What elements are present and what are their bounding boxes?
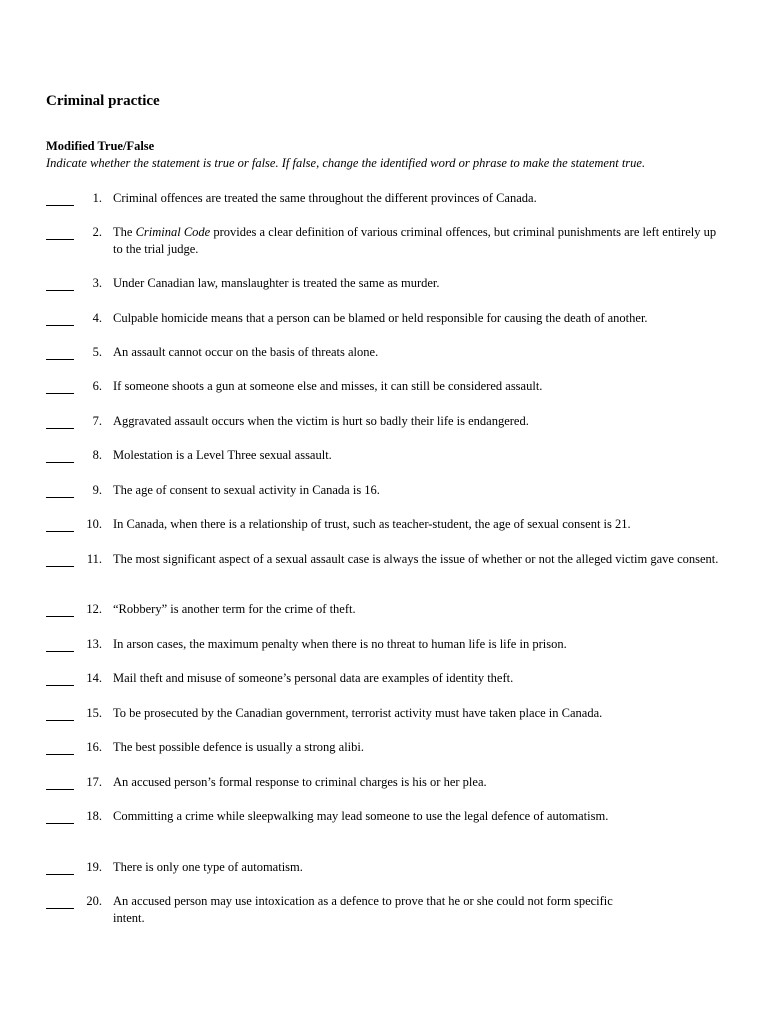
question-number: 1. bbox=[92, 191, 102, 205]
question-text: If someone shoots a gun at someone else and misses, it can still be considered assault. bbox=[113, 379, 543, 393]
section-title: Modified True/False bbox=[46, 139, 155, 153]
question-text: In arson cases, the maximum penalty when there is no threat to human life is life in prison. bbox=[113, 637, 567, 651]
answer-blank[interactable] bbox=[46, 413, 74, 429]
question-number: 13. bbox=[86, 637, 102, 651]
question-number: 5. bbox=[92, 345, 102, 359]
question-number: 20. bbox=[86, 894, 102, 908]
answer-blank[interactable] bbox=[46, 378, 74, 394]
question-text: Under Canadian law, manslaughter is treated the same as murder. bbox=[113, 276, 440, 290]
question-text: An assault cannot occur on the basis of threats alone. bbox=[113, 345, 379, 359]
question-text: The most significant aspect of a sexual assault case is always the issue of whether or not the alleged victim gave consent. bbox=[113, 552, 719, 566]
question-number: 9. bbox=[92, 483, 102, 497]
question-text-before: The bbox=[113, 225, 136, 239]
question-text: Molestation is a Level Three sexual assault. bbox=[113, 448, 332, 462]
question-number: 3. bbox=[92, 276, 102, 290]
question-text: Criminal offences are treated the same throughout the different provinces of Canada. bbox=[113, 191, 537, 205]
question-text: An accused person’s formal response to criminal charges is his or her plea. bbox=[113, 775, 487, 789]
question-number: 7. bbox=[92, 414, 102, 428]
answer-blank[interactable] bbox=[46, 893, 74, 909]
document-title: Criminal practice bbox=[46, 93, 160, 109]
question-text: To be prosecuted by the Canadian government, terrorist activity must have taken place in Canada. bbox=[113, 706, 603, 720]
question-text: There is only one type of automatism. bbox=[113, 860, 303, 874]
question-text: Culpable homicide means that a person can be blamed or held responsible for causing the death of another. bbox=[113, 311, 648, 325]
question-text bbox=[113, 224, 725, 257]
answer-blank[interactable] bbox=[46, 774, 74, 790]
question-number: 4. bbox=[92, 311, 102, 325]
question-text: The age of consent to sexual activity in Canada is 16. bbox=[113, 483, 380, 497]
answer-blank[interactable] bbox=[46, 482, 74, 498]
question-number: 15. bbox=[86, 706, 102, 720]
answer-blank[interactable] bbox=[46, 310, 74, 326]
question-number: 8. bbox=[92, 448, 102, 462]
answer-blank[interactable] bbox=[46, 275, 74, 291]
answer-blank[interactable] bbox=[46, 808, 74, 824]
answer-blank[interactable] bbox=[46, 224, 74, 240]
answer-blank[interactable] bbox=[46, 859, 74, 875]
question-number: 16. bbox=[86, 740, 102, 754]
question-number: 2. bbox=[92, 225, 102, 239]
question-number: 12. bbox=[86, 602, 102, 616]
answer-blank[interactable] bbox=[46, 705, 74, 721]
answer-blank[interactable] bbox=[46, 447, 74, 463]
answer-blank[interactable] bbox=[46, 601, 74, 617]
answer-blank[interactable] bbox=[46, 190, 74, 206]
question-text: Mail theft and misuse of someone’s personal data are examples of identity theft. bbox=[113, 671, 514, 685]
answer-blank[interactable] bbox=[46, 551, 74, 567]
question-text: An accused person may use intoxication as a defence to prove that he or she could not form specific intent. bbox=[113, 894, 613, 925]
question-text-after: provides a clear definition of various criminal offences, but criminal punishments are left entirely up to the trial judge. bbox=[113, 225, 717, 256]
question-text: Committing a crime while sleepwalking may lead someone to use the legal defence of automatism. bbox=[113, 809, 609, 823]
question-number: 14. bbox=[86, 671, 102, 685]
answer-blank[interactable] bbox=[46, 670, 74, 686]
answer-blank[interactable] bbox=[46, 344, 74, 360]
question-text: “Robbery” is another term for the crime of theft. bbox=[113, 602, 356, 616]
question-text: Aggravated assault occurs when the victim is hurt so badly their life is endangered. bbox=[113, 414, 529, 428]
question-number: 6. bbox=[92, 379, 102, 393]
instructions: Indicate whether the statement is true or false. If false, change the identified word or phrase to make the statement true. bbox=[46, 156, 646, 170]
answer-blank[interactable] bbox=[46, 636, 74, 652]
answer-blank[interactable] bbox=[46, 516, 74, 532]
question-number: 18. bbox=[86, 809, 102, 823]
answer-blank[interactable] bbox=[46, 739, 74, 755]
question-text: In Canada, when there is a relationship of trust, such as teacher-student, the age of sexual consent is 21. bbox=[113, 517, 631, 531]
question-number: 11. bbox=[86, 552, 102, 566]
criminal-code-title: Criminal Code bbox=[135, 225, 211, 239]
question-number: 19. bbox=[86, 860, 102, 874]
question-number: 10. bbox=[86, 517, 102, 531]
question-number: 17. bbox=[86, 775, 102, 789]
question-text: The best possible defence is usually a strong alibi. bbox=[113, 740, 364, 754]
